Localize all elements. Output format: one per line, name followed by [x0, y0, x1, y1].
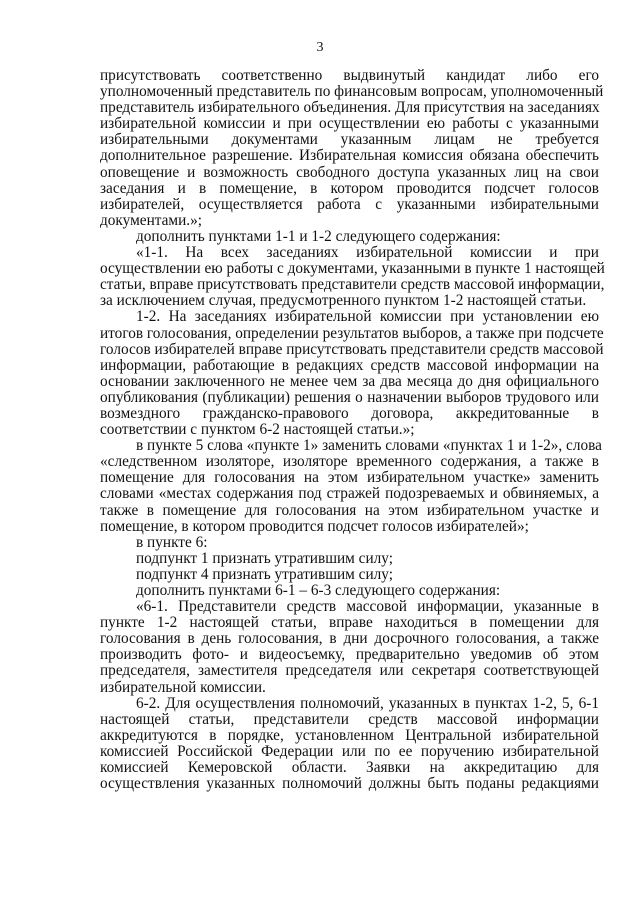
text-line: дополнить пунктами 6-1 – 6-3 следующего содержания:: [136, 582, 501, 599]
text-line: словами «местах содержания под стражей подозреваемых и обвиняемых, а: [100, 485, 599, 503]
text-line: присутствовать соответственно выдвинутый кандидат либо его: [100, 67, 599, 84]
text-line: опубликования (публикации) решения о назначении выборов трудового или: [100, 388, 599, 406]
text-line: осуществления указанных полномочий должны быть поданы редакциями: [100, 775, 599, 793]
text-line: избирательной комиссии и при осуществлении ею работы с указанными: [100, 115, 599, 133]
text-line: голосов избирателей вправе присутствовать представители средств массовой: [100, 340, 604, 358]
document-body: [100, 67, 605, 793]
text-line: помещение, в котором проводится подсчет голосов избирателей»;: [100, 517, 529, 535]
text-line: осуществлении ею работы с документами, указанными в пункте 1 настоящей: [100, 260, 605, 278]
text-line: уполномоченный представитель по финансовым вопросам, уполномоченный: [100, 83, 604, 101]
text-line: избирательной комиссии.: [100, 678, 266, 696]
text-line: итогов голосования, определении результатов выборов, а также при подсчете: [100, 324, 604, 342]
text-line: председателя, заместителя председателя или секретаря соответствующей: [100, 662, 599, 680]
text-line: «6-1. Представители средств массовой информации, указанные в: [136, 598, 599, 616]
text-line: оповещение и возможность свободного доступа указанных лиц на свои: [100, 163, 599, 181]
text-line: избирательными документами указанным лицам не требуется: [100, 131, 599, 149]
text-line: в пункте 6:: [136, 533, 208, 551]
text-line: настоящей статьи, представители средств массовой информации: [100, 710, 599, 728]
text-line: голосования в день голосования, в дни досрочного голосования, а также: [100, 630, 599, 648]
text-line: производить фото- и видеосъемку, предварительно уведомив об этом: [100, 646, 599, 664]
text-line: заседания и в помещение, в котором проводится подсчет голосов: [100, 179, 599, 197]
text-line: основании заключенного не менее чем за два месяца до дня официального: [100, 372, 599, 390]
text-line: за исключением случая, предусмотренного пунктом 1-2 настоящей статьи.: [100, 292, 587, 310]
text-line: аккредитуются в порядке, установленном Центральной избирательной: [100, 726, 599, 744]
text-line: 1-2. На заседаниях избирательной комиссии при установлении ею: [136, 308, 599, 326]
text-line: дополнительное разрешение. Избирательная комиссия обязана обеспечить: [100, 147, 599, 165]
text-line: информации, работающие в редакциях средств массовой информации на: [100, 356, 599, 374]
text-line: помещение для голосования на этом избирательном участке» заменить: [100, 469, 599, 487]
text-line: «следственном изоляторе, изоляторе временного содержания, а также в: [100, 453, 599, 471]
text-line: избирателей, осуществляется работа с указанными избирательными: [100, 195, 599, 213]
text-line: статьи, вправе присутствовать представители средств массовой информации,: [100, 276, 605, 294]
page-number: 3: [316, 40, 324, 55]
text-line: представитель избирательного объединения. Для присутствия на заседаниях: [100, 99, 600, 117]
text-line: подпункт 4 признать утратившим силу;: [136, 565, 393, 583]
text-line: подпункт 1 признать утратившим силу;: [136, 549, 393, 567]
text-line: также в помещение для голосования на этом избирательном участке и: [100, 501, 599, 519]
text-line: документами.»;: [100, 211, 202, 229]
text-line: комиссией Кемеровской области. Заявки на аккредитацию для: [100, 759, 599, 777]
text-line: пункте 1-2 настоящей статьи, вправе находиться в помещении для: [100, 614, 599, 632]
text-line: комиссией Российской Федерации или по ее поручению избирательной: [100, 742, 599, 760]
text-line: 6-2. Для осуществления полномочий, указанных в пунктах 1-2, 5, 6-1: [136, 694, 599, 712]
text-line: в пункте 5 слова «пункте 1» заменить словами «пунктах 1 и 1-2», слова: [136, 437, 602, 455]
text-line: дополнить пунктами 1-1 и 1-2 следующего содержания:: [136, 227, 501, 245]
text-line: «1-1. На всех заседаниях избирательной комиссии и при: [136, 244, 599, 262]
text-line: возмездного гражданско-правового договора, аккредитованные в: [100, 404, 599, 422]
text-line: соответствии с пунктом 6-2 настоящей статьи.»;: [100, 421, 415, 439]
